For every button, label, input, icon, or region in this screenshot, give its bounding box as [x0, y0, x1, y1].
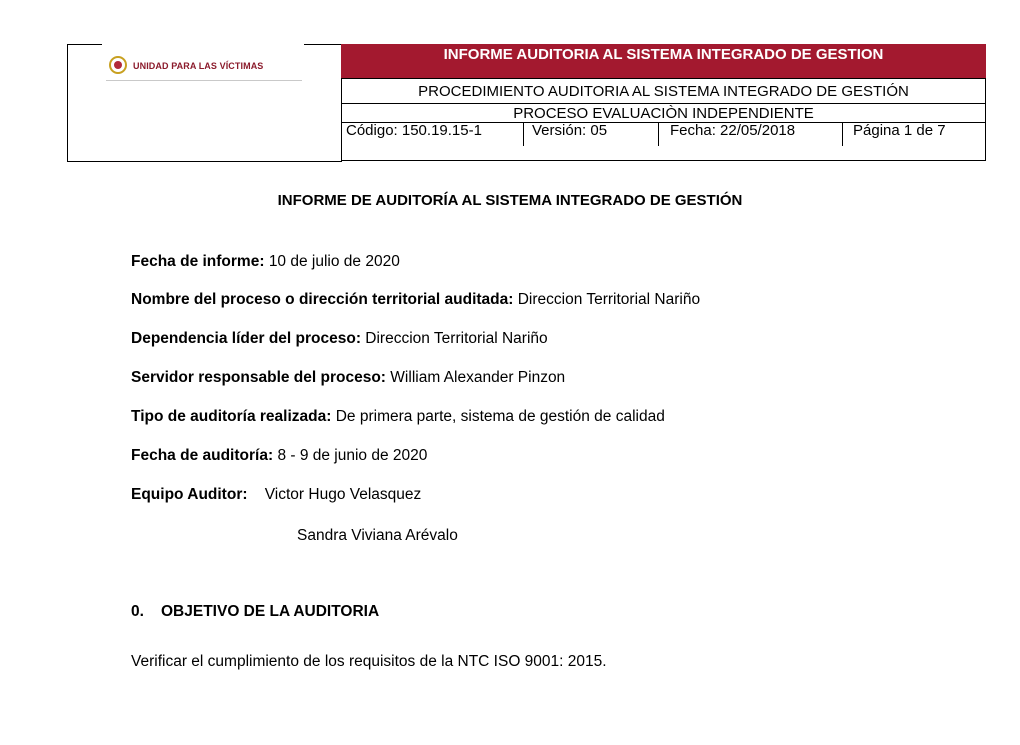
field-responsible-server: Servidor responsable del proceso: William Alexander Pinzon [131, 369, 566, 386]
header-title: INFORME AUDITORIA AL SISTEMA INTEGRADO DE GESTION [341, 44, 986, 79]
doc-version: Versión: 05 [532, 122, 608, 139]
procedure-name: PROCEDIMIENTO AUDITORIA AL SISTEMA INTEGRADO DE GESTIÓN [418, 83, 909, 100]
field-audit-date: Fecha de auditoría: 8 - 9 de junio de 2020 [131, 447, 428, 464]
audit-team-member-2: Sandra Viviana Arévalo [297, 527, 458, 544]
document-header [67, 44, 986, 162]
field-report-date: Fecha de informe: 10 de julio de 2020 [131, 253, 400, 270]
section-heading: 0. OBJETIVO DE LA AUDITORIA [131, 603, 380, 620]
process-name: PROCESO EVALUACIÒN INDEPENDIENTE [513, 105, 814, 122]
header-info-cell [341, 79, 986, 161]
field-lead-dependency: Dependencia líder del proceso: Direccion Territorial Nariño [131, 330, 548, 347]
objective-paragraph: Verificar el cumplimiento de los requisitos de la NTC ISO 9001: 2015. [131, 653, 607, 670]
field-audit-team: Equipo Auditor: Victor Hugo Velasquez [131, 486, 422, 503]
brand-logo-text: UNIDAD PARA LAS VÍCTIMAS [133, 61, 264, 71]
field-process-name: Nombre del proceso o dirección territorial auditada: Direccion Territorial Nariño [131, 291, 701, 308]
doc-page: Página 1 de 7 [853, 122, 946, 139]
field-audit-type: Tipo de auditoría realizada: De primera parte, sistema de gestión de calidad [131, 408, 665, 425]
doc-code: Código: 150.19.15-1 [346, 122, 482, 139]
coat-of-arms-icon [109, 56, 127, 74]
document-title: INFORME DE AUDITORÍA AL SISTEMA INTEGRADO DE GESTIÓN [277, 192, 743, 209]
doc-date: Fecha: 22/05/2018 [670, 122, 796, 139]
logo-cell [67, 44, 342, 162]
